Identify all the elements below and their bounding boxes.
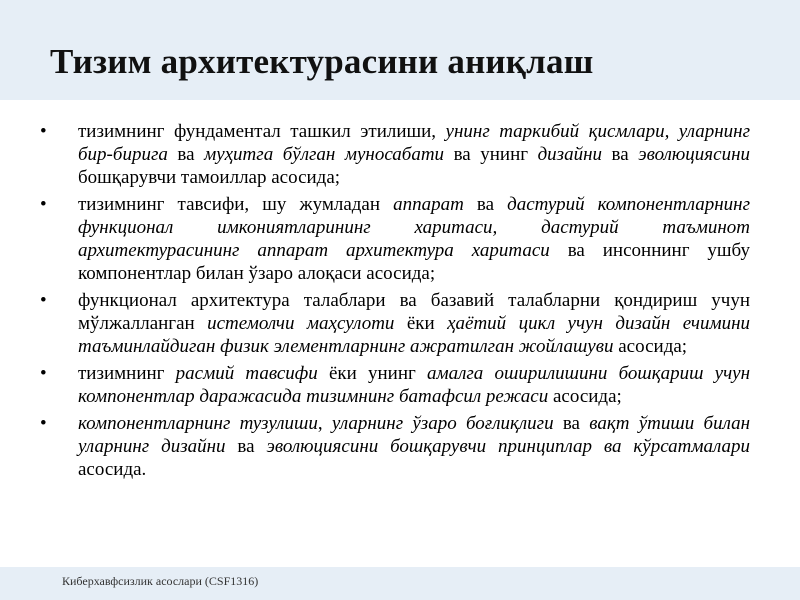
italic-text-segment: муҳитга бўлган муносабати xyxy=(204,144,445,165)
bullet-marker: • xyxy=(40,290,47,311)
text-segment: тизимнинг фундаментал ташкил этилиши, xyxy=(78,121,446,142)
italic-text-segment: амалга оширилишини бошқариш учун компонентлар даражасида тизимнинг батафсил режаси xyxy=(78,363,750,407)
text-segment: бошқарувчи тамоиллар асосида; xyxy=(78,167,341,188)
italic-text-segment: расмий тавсифи xyxy=(175,363,318,384)
bullet-marker: • xyxy=(40,121,47,142)
italic-text-segment: уларнинг ўзаро боғлиқлиги xyxy=(331,413,554,434)
bullet-item xyxy=(40,289,750,358)
text-segment: ва xyxy=(553,413,590,434)
italic-text-segment: эволюциясини бошқарувчи принциплар ва кўрсатмалари xyxy=(266,436,750,457)
text-segment: ёки xyxy=(394,313,448,334)
text-segment: тизимнинг тавсифи, шу жумладан xyxy=(78,194,394,215)
text-segment: асосида; xyxy=(548,386,622,407)
text-segment: функционал архитектура талаблари ва базавий талабларни қондириш учун мўлжалланган xyxy=(78,290,750,334)
text-segment: ва xyxy=(463,194,508,215)
text-segment: ва xyxy=(167,144,205,165)
bullet-marker: • xyxy=(40,363,47,384)
text-segment: , xyxy=(317,413,332,434)
text-segment: тизимнинг xyxy=(78,363,176,384)
bullet-item xyxy=(40,120,750,189)
text-segment: асосида; xyxy=(613,336,688,357)
italic-text-segment: унинг таркибий қисмлари, уларнинг бир-бирига xyxy=(78,121,750,165)
bullet-item xyxy=(40,412,750,481)
text-segment: ва xyxy=(225,436,267,457)
italic-text-segment: эволюциясини xyxy=(638,144,750,165)
bullet-list xyxy=(40,120,750,485)
text-segment: ва инсоннинг ушбу компонентлар билан ўзаро алоқаси асосида; xyxy=(78,240,750,284)
text-segment: асосида. xyxy=(78,459,147,480)
text-segment: ва xyxy=(602,144,639,165)
italic-text-segment: вақт ўтиши билан уларнинг дизайни xyxy=(78,413,751,457)
bullet-item xyxy=(40,362,750,408)
italic-text-segment: аппарат xyxy=(393,194,464,215)
italic-text-segment: компонентларнинг тузулиши xyxy=(78,413,318,434)
text-segment: ва унинг xyxy=(444,144,538,165)
slide-title: Тизим архитектурасини аниқлаш xyxy=(50,42,594,81)
bullet-item xyxy=(40,193,750,285)
italic-text-segment: истемолчи маҳсулоти xyxy=(207,313,395,334)
bullet-marker: • xyxy=(40,413,47,434)
text-segment: ёки унинг xyxy=(317,363,427,384)
italic-text-segment: дизайни xyxy=(537,144,603,165)
italic-text-segment: дастурий компонентларнинг функционал имкониятларининг харитаси, дастурий таъминот архитектурасининг аппарат архитектура харитаси xyxy=(78,194,750,261)
footer-text: Киберхавфсизлик асослари (CSF1316) xyxy=(62,574,259,588)
italic-text-segment: ҳаётий цикл учун дизайн ечимини таъминлайдиган физик элементларнинг ажратилган жойлашуви xyxy=(78,313,750,357)
bullet-marker: • xyxy=(40,194,47,215)
